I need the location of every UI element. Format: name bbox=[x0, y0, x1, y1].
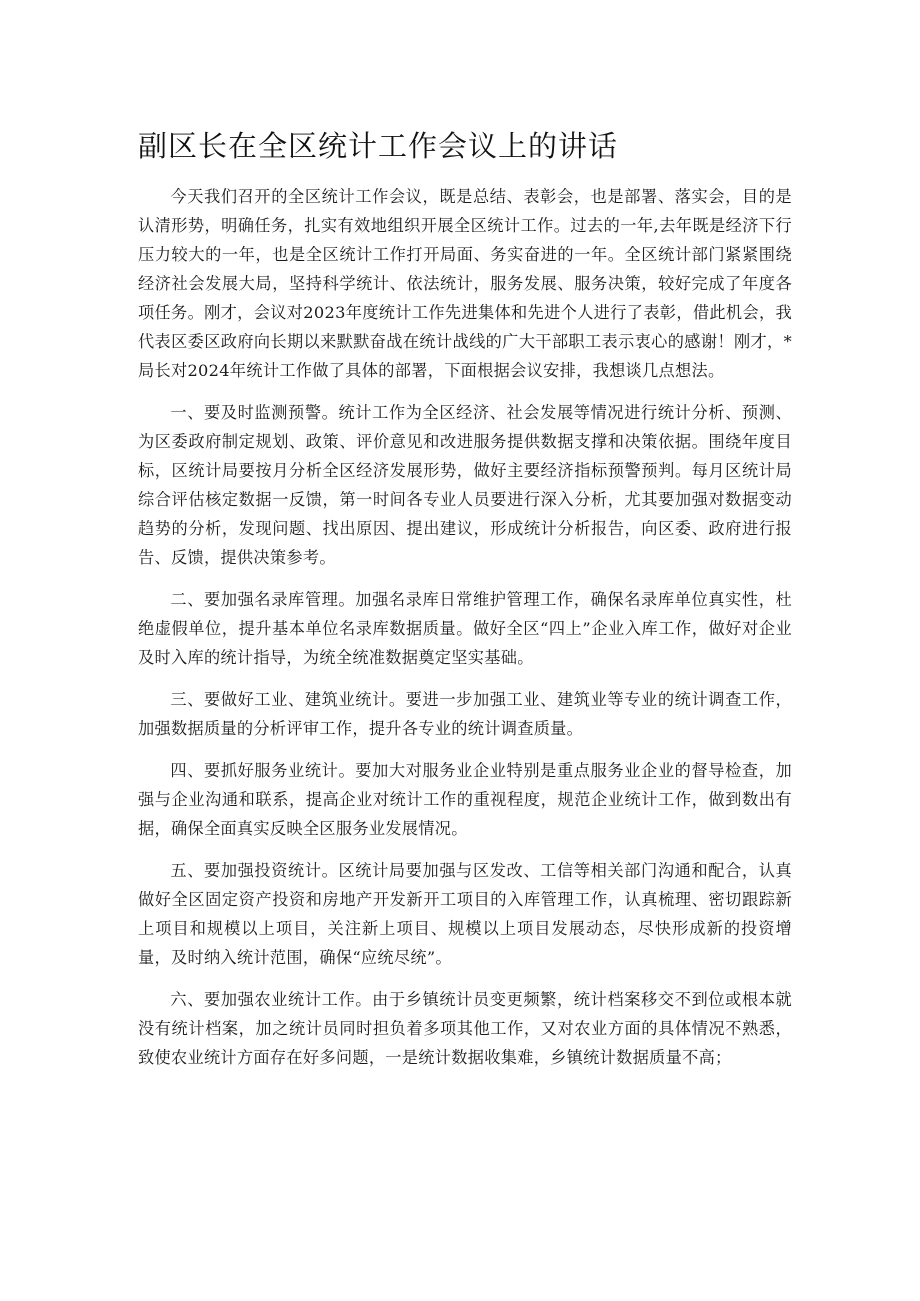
paragraph-monitoring: 一、要及时监测预警。统计工作为全区经济、社会发展等情况进行统计分析、预测、为区委政府制定规划、政策、评价意见和改进服务提供数据支撑和决策依据。围绕年度目标，区统计局要按月分析全区经济发展形势，做好主要经济指标预警预判。每月区统计局综合评估核定数据一反馈，第一时间各专业人员要进行深入分析，尤其要加强对数据变动趋势的分析，发现问题、找出原因、提出建议，形成统计分析报告，向区委、政府进行报告、反馈，提供决策参考。 bbox=[138, 403, 792, 567]
document-title: 副区长在全区统计工作会议上的讲话 bbox=[138, 129, 619, 163]
paragraph-investment: 五、要加强投资统计。区统计局要加强与区发改、工信等相关部门沟通和配合，认真做好全区固定资产投资和房地产开发新开工项目的入库管理工作，认真梳理、密切跟踪新上项目和规模以上项目，关注新上项目、规模以上项目发展动态，尽快形成新的投资增量，及时纳入统计范围，确保“应统尽统”。 bbox=[138, 861, 792, 967]
paragraph-agriculture: 六、要加强农业统计工作。由于乡镇统计员变更频繁，统计档案移交不到位或根本就没有统计档案，加之统计员同时担负着多项其他工作，又对农业方面的具体情况不熟悉，致使农业统计方面存在好多问题，一是统计数据收集难，乡镇统计数据质量不高； bbox=[138, 990, 792, 1067]
paragraph-services: 四、要抓好服务业统计。要加大对服务业企业特别是重点服务业企业的督导检查，加强与企业沟通和联系，提高企业对统计工作的重视程度，规范企业统计工作，做到数出有据，确保全面真实反映全区服务业发展情况。 bbox=[138, 761, 792, 838]
paragraph-intro: 今天我们召开的全区统计工作会议，既是总结、表彰会，也是部署、落实会，目的是认清形势，明确任务，扎实有效地组织开展全区统计工作。过去的一年,去年既是经济下行压力较大的一年，也是全区统计工作打开局面、务实奋进的一年。全区统计部门紧紧围绕经济社会发展大局，坚持科学统计、依法统计，服务发展、服务决策，较好完成了年度各项任务。刚才，会议对2023年度统计工作先进集体和先进个人进行了表彰，借此机会，我代表区委区政府向长期以来默默奋战在统计战线的广大干部职工表示衷心的感谢！刚才，*局长对2024年统计工作做了具体的部署，下面根据会议安排，我想谈几点想法。 bbox=[138, 187, 792, 380]
document-body bbox=[138, 182, 792, 1085]
paragraph-industry: 三、要做好工业、建筑业统计。要进一步加强工业、建筑业等专业的统计调查工作，加强数据质量的分析评审工作，提升各专业的统计调查质量。 bbox=[138, 690, 792, 738]
paragraph-directory: 二、要加强名录库管理。加强名录库日常维护管理工作，确保名录库单位真实性，杜绝虚假单位，提升基本单位名录库数据质量。做好全区“四上”企业入库工作，做好对企业及时入库的统计指导，为统全统准数据奠定坚实基础。 bbox=[138, 590, 792, 667]
